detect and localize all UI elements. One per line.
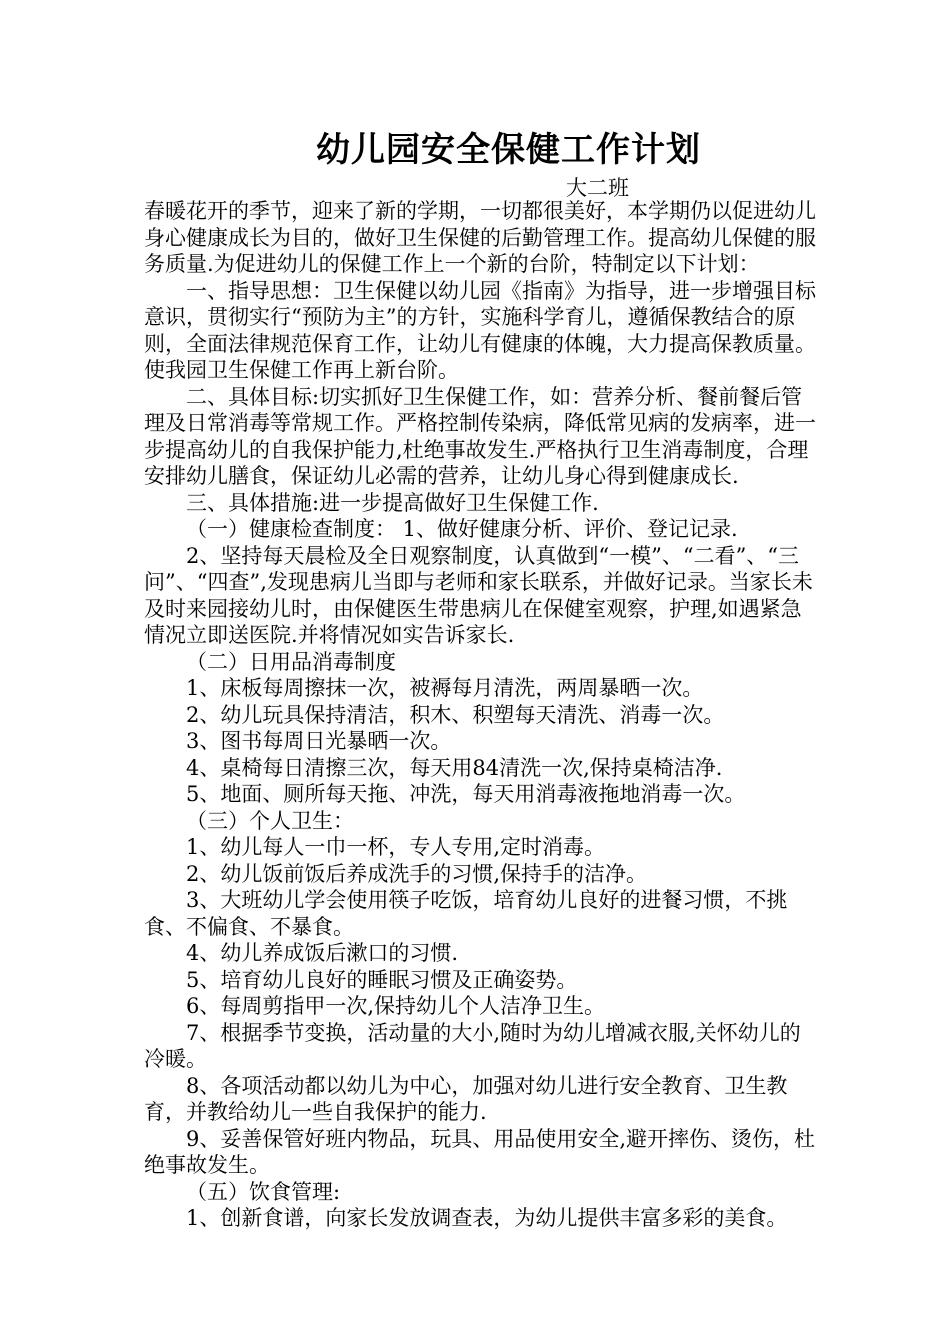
diet-management-heading: （五）饮食管理: <box>186 1179 341 1204</box>
specific-measures-heading: 三、具体措施:进一步提高做好卫生保健工作. <box>186 490 599 515</box>
disinfection-item-2: 2、幼儿玩具保持清洁，积木、积塑每天清洗、消毒一次。 <box>186 702 725 727</box>
disinfection-item-4: 4、桌椅每日清擦三次，每天用84清洗一次,保持桌椅洁净. <box>186 755 723 780</box>
hygiene-item-3: 3、大班幼儿学会使用筷子吃饭，培育幼儿良好的进餐习惯，不挑食、不偏食、不暴食。 <box>144 888 788 939</box>
disinfection-item-3: 3、图书每周日光暴晒一次。 <box>186 729 452 753</box>
class-name: 大二班 <box>566 176 629 200</box>
hygiene-item-1: 1、幼儿每人一巾一杯，专人专用,定时消毒。 <box>186 835 606 859</box>
disinfection-item-5: 5、地面、厕所每天拖、冲洗，每天用消毒液拖地消毒一次。 <box>186 782 746 806</box>
hygiene-item-7: 7、根据季节变换，活动量的大小,随时为幼儿增减衣服,关怀幼儿的冷暖。 <box>144 1020 801 1071</box>
disinfection-item-1: 1、床板每周擦抹一次，被褥每月清洗，两周暴晒一次。 <box>186 676 704 700</box>
hygiene-item-5: 5、培育幼儿良好的睡眠习惯及正确姿势。 <box>186 967 578 992</box>
personal-hygiene-heading: （三）个人卫生： <box>186 808 354 833</box>
hygiene-item-2: 2、幼儿饭前饭后养成洗手的习惯,保持手的洁净。 <box>186 861 648 886</box>
intro-paragraph: 春暖花开的季节，迎来了新的学期，一切都很美好，本学期仍以促进幼儿身心健康成长为目的，做好卫生保健的后勤管理工作。提高幼儿保健的服务质量.为促进幼儿的保健工作上一个新的台阶，特制定以下计划： <box>144 199 816 276</box>
health-check-item-2: 2、坚持每天晨检及全日观察制度，认真做到“一模”、“二看”、“三问”、“四查”,发现患病儿当即与老师和家长联系，并做好记录。当家长未及时来园接幼儿时，由保健医生带患病儿在保健室观察，护理,如遇紧急情况立即送医院.并将情况如实告诉家长. <box>144 543 813 647</box>
hygiene-item-4: 4、幼儿养成饭后漱口的习惯. <box>186 941 459 965</box>
health-check-heading: （一）健康检查制度： 1、做好健康分析、评价、登记记录. <box>186 517 738 541</box>
hygiene-item-9: 9、妥善保管好班内物品，玩具、用品使用安全,避开摔伤、烫伤，杜绝事故发生。 <box>144 1126 816 1177</box>
document-body <box>144 198 816 1232</box>
diet-item-1: 1、创新食谱，向家长发放调查表，为幼儿提供丰富多彩的美食。 <box>186 1206 788 1230</box>
document-title: 幼儿园安全保健工作计划 <box>316 130 701 170</box>
specific-goals-paragraph: 二、具体目标:切实抓好卫生保健工作，如：营养分析、餐前餐后管理及日常消毒等常规工作。严格控制传染病，降低常见病的发病率，进一步提高幼儿的自我保护能力,杜绝事故发生.严格执行卫生消毒制度，合理安排幼儿膳食，保证幼儿必需的营养，让幼儿身心得到健康成长. <box>144 384 816 488</box>
guiding-ideology-paragraph: 一、指导思想：卫生保健以幼儿园《指南》为指导，进一步增强目标意识，贯彻实行“预防为主”的方针，实施科学育儿，遵循保教结合的原则，全面法律规范保育工作，让幼儿有健康的体魄，大力提高保教质量。使我园卫生保健工作再上新台阶。 <box>144 278 816 382</box>
hygiene-item-8: 8、各项活动都以幼儿为中心，加强对幼儿进行安全教育、卫生教育，并教给幼儿一些自我保护的能力. <box>144 1073 788 1124</box>
disinfection-heading: （二）日用品消毒制度 <box>186 649 396 674</box>
hygiene-item-6: 6、每周剪指甲一次,保持幼儿个人洁净卫生。 <box>186 994 606 1018</box>
